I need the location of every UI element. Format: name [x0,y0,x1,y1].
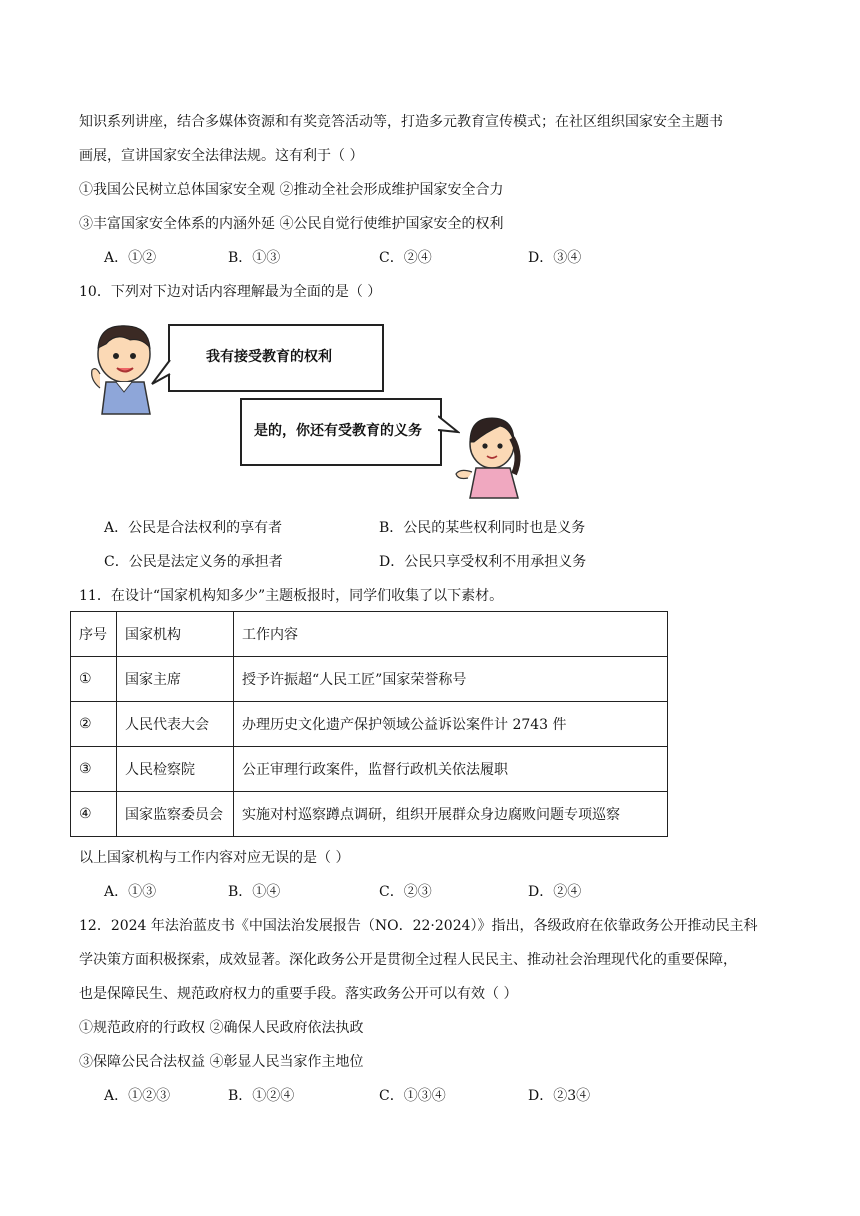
table-cell: 国家监察委员会 [117,792,234,837]
q11-followup: 以上国家机构与工作内容对应无误的是（ ） [79,850,350,866]
table-cell: 办理历史文化遗产保护领域公益诉讼案件计 2743 件 [234,702,668,747]
table-row [71,657,668,702]
state-organs-table [70,611,668,837]
table-cell: 国家主席 [117,657,234,702]
table-header-row [71,612,668,657]
q12-item-2: ③保障公民合法权益 ④彰显人民当家作主地位 [79,1054,364,1070]
table-cell: ① [71,657,117,702]
table-cell: 人民检察院 [117,747,234,792]
q10-option-a: A．公民是合法权利的享有者 [104,520,283,536]
q11-option-c: C．②③ [379,884,432,900]
table-row [71,747,668,792]
q11-stem: 11．在设计“国家机构知多少”主题板报时，同学们收集了以下素材。 [79,588,504,604]
q12-option-a: A．①②③ [104,1088,171,1104]
q9-item-1: ①我国公民树立总体国家安全观 ②推动全社会形成维护国家安全合力 [79,182,504,198]
q10-stem: 10．下列对下边对话内容理解最为全面的是（ ） [79,284,382,300]
q12-line-3: 也是保障民生、规范政府权力的重要手段。落实政务公开可以有效（ ） [79,986,518,1002]
girl-speech-text: 是的，你还有受教育的义务 [254,423,422,439]
boy-speech-text: 我有接受教育的权利 [206,349,332,365]
q12-option-d: D．②3④ [528,1088,591,1104]
q9-option-c: C．②④ [379,250,432,266]
table-cell: 实施对村巡察蹲点调研，组织开展群众身边腐败问题专项巡察 [234,792,668,837]
bubble-tail-left [150,360,172,388]
q9-option-d: D．③④ [528,250,582,266]
q12-line-1: 12．2024 年法治蓝皮书《中国法治发展报告（NO．22·2024）》指出，各级政府在依靠政务公开推动民主科 [79,918,758,934]
table-cell: 人民代表大会 [117,702,234,747]
header-cell: 序号 [71,612,117,657]
header-cell: 国家机构 [117,612,234,657]
boy-figure [86,318,160,416]
table-cell: 授予许振超“人民工匠”国家荣誉称号 [234,657,668,702]
q10-option-d: D．公民只享受权利不用承担义务 [379,554,587,570]
q9-line-1: 知识系列讲座，结合多媒体资源和有奖竞答活动等，打造多元教育宣传模式；在社区组织国家安全主题书 [79,114,723,130]
q9-option-b: B．①③ [228,250,281,266]
table-row [71,792,668,837]
q12-option-b: B．①②④ [228,1088,295,1104]
q11-option-a: A．①③ [104,884,157,900]
q11-option-b: B．①④ [228,884,281,900]
q10-option-c: C．公民是法定义务的承担者 [104,554,283,570]
table-cell: 公正审理行政案件，监督行政机关依法履职 [234,747,668,792]
q9-item-2: ③丰富国家安全体系的内涵外延 ④公民自觉行使维护国家安全的权利 [79,216,504,232]
q10-option-b: B．公民的某些权利同时也是义务 [379,520,586,536]
q9-option-a: A．①② [104,250,157,266]
table-cell: ③ [71,747,117,792]
q12-item-1: ①规范政府的行政权 ②确保人民政府依法执政 [79,1020,364,1036]
header-cell: 工作内容 [234,612,668,657]
table-row [71,702,668,747]
table-cell: ④ [71,792,117,837]
q11-option-d: D．②④ [528,884,582,900]
q12-option-c: C．①③④ [379,1088,446,1104]
q12-line-2: 学决策方面积极探索，成效显著。深化政务公开是贯彻全过程人民民主、推动社会治理现代化的重要保障， [79,952,737,968]
girl-figure [452,412,528,500]
table-cell: ② [71,702,117,747]
q9-line-2: 画展，宣讲国家安全法律法规。这有利于（ ） [79,148,364,164]
